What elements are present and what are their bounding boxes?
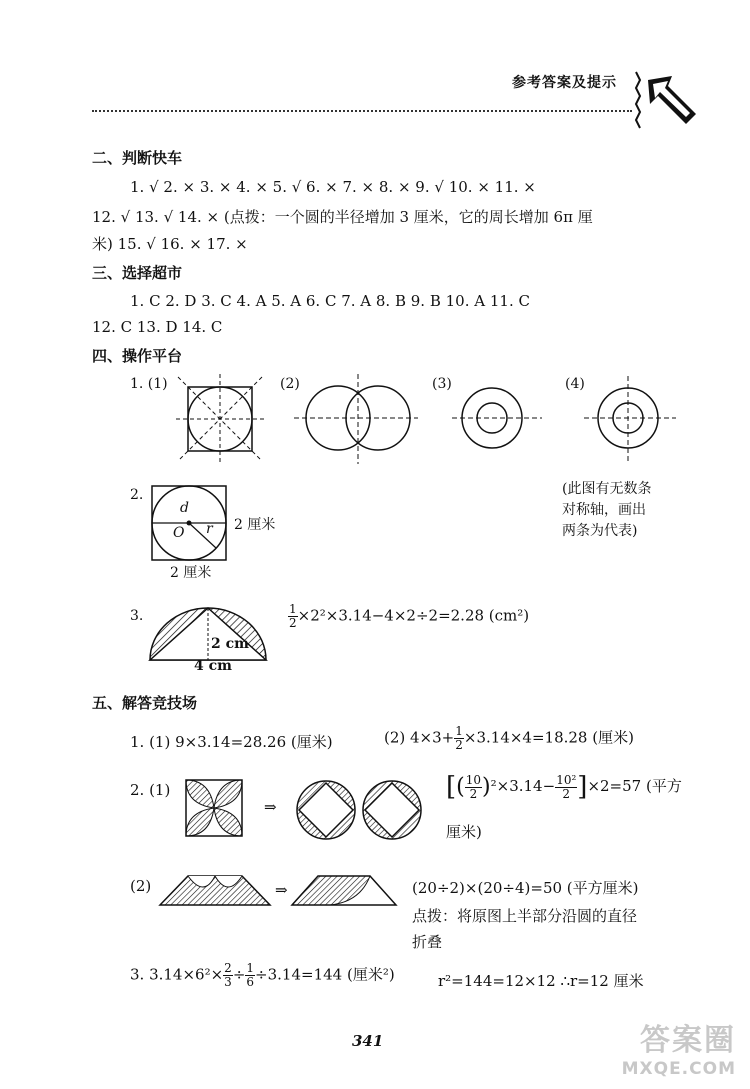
q1-label: 1. (1) (130, 376, 168, 392)
symmetry-note (562, 479, 651, 542)
paren: ) (482, 774, 491, 800)
fraction (223, 962, 233, 989)
formula-text: ×2=57 (平方 (587, 777, 682, 795)
side-length-label: 2 厘米 (234, 517, 276, 533)
judge-answers-line-2: 12. √ 13. √ 14. × (点拨：一个圆的半径增加 3 厘米，它的周长增加 6π 厘 (92, 208, 593, 226)
fraction-denominator: 2 (469, 786, 478, 801)
solve-q2-formula-line-2: 厘米) (446, 823, 482, 841)
solve-q1-part1: 1. (1) 9×3.14=28.26 (厘米) (130, 733, 333, 751)
figure-concentric-circles-a (450, 374, 544, 466)
fraction (245, 962, 255, 989)
formula-text: 3. 3.14×6²× (130, 965, 224, 984)
watermark (622, 1015, 736, 1079)
judge-answers-line-1: 1. √ 2. × 3. × 4. × 5. √ 6. × 7. × 8. × 9. √ 10. × 11. × (130, 178, 536, 196)
solve-q2b-note-line-2: 折叠 (412, 933, 443, 951)
figure-circles-with-squares (294, 778, 424, 842)
page-number: 341 (352, 1032, 384, 1050)
q1-label-3: (3) (432, 376, 452, 392)
fraction (465, 774, 482, 801)
fraction-numerator: 1 (289, 602, 297, 616)
width-label: 4 cm (194, 658, 232, 674)
formula-text: ÷3.14=144 (厘米²) (255, 965, 395, 984)
fraction-numerator: 2 (224, 961, 232, 975)
header-dotted-rule (92, 110, 632, 112)
formula-text: ²×3.14− (490, 777, 556, 795)
solve-q2b-label: (2) (130, 877, 152, 895)
bracket: [ (446, 772, 457, 802)
figure-semicircle-triangle (146, 604, 270, 664)
fraction-denominator: 2 (289, 616, 297, 630)
choice-answers-line-2: 12. C 13. D 14. C (92, 318, 223, 336)
section-title-solve: 五、解答竞技场 (92, 694, 198, 712)
solve-q3-formula (130, 962, 395, 989)
figure-square-with-circle (176, 374, 266, 466)
header-title: 参考答案及提示 (512, 75, 617, 91)
figure-trapezoid-folded (290, 872, 398, 908)
fraction (454, 725, 464, 752)
figure-four-petals (184, 778, 246, 840)
solve-q2b-formula: (20÷2)×(20÷4)=50 (平方厘米) (412, 879, 639, 897)
q3-label: 3. (130, 608, 144, 624)
paren: ( (456, 774, 465, 800)
solve-q3-result: r²=144=12×12 ∴r=12 厘米 (438, 972, 644, 990)
figure-circle-in-square (150, 484, 230, 564)
q2-label: 2. (130, 487, 144, 503)
symmetry-note-line-2: 对称轴，画出 (562, 502, 646, 518)
judge-answers-line-3: 米) 15. √ 16. × 17. × (92, 235, 248, 253)
fraction-numerator: 10² (556, 772, 577, 787)
q1-label-2: (2) (280, 376, 300, 392)
fraction (555, 774, 577, 801)
q1-label-4: (4) (565, 376, 585, 392)
fraction (288, 603, 298, 630)
fraction-numerator: 1 (246, 961, 255, 975)
symmetry-note-line-1: (此图有无数条 (562, 481, 652, 497)
formula-text: ÷ (232, 965, 246, 984)
transform-arrow-2: ⇒ (275, 881, 288, 899)
section-title-operation: 四、操作平台 (92, 347, 183, 365)
center-label: O (173, 525, 185, 541)
q3-formula (288, 603, 529, 630)
bracket: ] (577, 772, 588, 802)
formula-text: ×3.14×4=18.28 (厘米) (463, 728, 634, 747)
diameter-label: d (180, 500, 189, 516)
header-arrow-icon (630, 62, 702, 140)
radius-label: r (206, 521, 213, 537)
section-title-judge: 二、判断快车 (92, 149, 183, 167)
figure-two-circles (290, 374, 420, 466)
formula-text: ×2²×3.14−4×2÷2=2.28 (cm²) (297, 606, 530, 625)
fraction-denominator: 6 (246, 975, 255, 989)
solve-q2-formula (446, 772, 682, 802)
fraction-numerator: 10 (465, 772, 482, 787)
section-title-choice: 三、选择超市 (92, 264, 183, 282)
fraction-denominator: 2 (455, 738, 463, 752)
solve-q1-part2 (384, 725, 634, 752)
solve-q2b-note-line-1: 点拨：将原图上半部分沿圆的直径 (412, 907, 638, 925)
figure-concentric-circles-b (580, 374, 680, 466)
height-label: 2 cm (211, 636, 249, 652)
watermark-line-2: MXQE.COM (621, 1059, 736, 1079)
choice-answers-line-1: 1. C 2. D 3. C 4. A 5. A 6. C 7. A 8. B 9. B 10. A 11. C (130, 292, 530, 310)
transform-arrow: ⇒ (264, 798, 277, 816)
symmetry-note-line-3: 两条为代表) (562, 523, 638, 539)
fraction-denominator: 2 (562, 786, 571, 801)
watermark-line-1: 答案圈 (640, 1023, 736, 1058)
solve-q2-label: 2. (1) (130, 781, 171, 799)
bottom-length-label: 2 厘米 (170, 565, 212, 581)
fraction-denominator: 3 (224, 975, 232, 989)
fraction-numerator: 1 (455, 724, 463, 738)
formula-text: (2) 4×3+ (384, 728, 455, 747)
figure-trapezoid-shaded (158, 872, 272, 908)
